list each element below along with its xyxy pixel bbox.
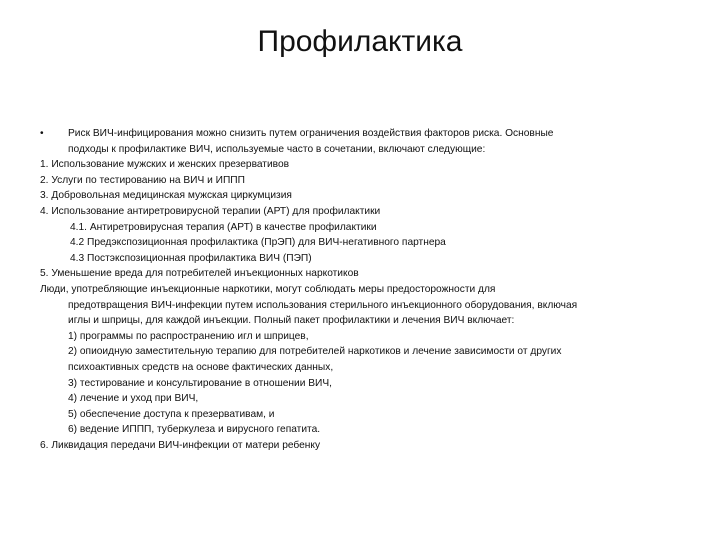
intro-line-2: подходы к профилактике ВИЧ, используемые часто в сочетании, включают следующие: xyxy=(68,143,486,155)
package-item-1: 1) программы по распространению игл и шприцев, xyxy=(68,330,309,342)
package-item-3: 3) тестирование и консультирование в отношении ВИЧ, xyxy=(68,377,332,389)
list-item-4-1: 4.1. Антиретровирусная терапия (АРТ) в качестве профилактики xyxy=(70,221,377,233)
list-item-6: 6. Ликвидация передачи ВИЧ-инфекции от матери ребенку xyxy=(40,439,321,451)
people-paragraph-line-2: предотвращения ВИЧ-инфекции путем использования стерильного инъекционного оборудования, включая xyxy=(68,299,578,311)
package-item-6: 6) ведение ИППП, туберкулеза и вирусного гепатита. xyxy=(68,424,321,436)
list-item-4: 4. Использование антиретровирусной терапии (АРТ) для профилактики xyxy=(40,205,381,217)
package-item-4: 4) лечение и уход при ВИЧ, xyxy=(68,393,199,405)
package-item-2-line-1: 2) опиоидную заместительную терапию для потребителей наркотиков и лечение зависимости от других xyxy=(68,346,562,358)
list-item-4-3: 4.3 Постэкспозиционная профилактика ВИЧ (ПЭП) xyxy=(70,252,312,264)
people-paragraph-line-3: иглы и шприцы, для каждой инъекции. Полный пакет профилактики и лечения ВИЧ включает: xyxy=(68,315,515,327)
intro-bullet xyxy=(40,126,680,157)
people-paragraph-line-1: Люди, употребляющие инъекционные наркотики, могут соблюдать меры предосторожности для xyxy=(40,283,496,295)
intro-line-1: Риск ВИЧ-инфицирования можно снизить путем ограничения воздействия факторов риска. Основные xyxy=(68,128,554,139)
bullet-icon: • xyxy=(40,128,44,139)
slide-body xyxy=(40,126,680,453)
package-item-2-line-2: психоактивных средств на основе фактических данных, xyxy=(68,361,334,373)
list-item-3: 3. Добровольная медицинская мужская циркумцизия xyxy=(40,190,292,202)
list-item-4-2: 4.2 Предэкспозиционная профилактика (ПрЭП) для ВИЧ-негативного партнера xyxy=(70,237,446,249)
package-item-5: 5) обеспечение доступа к презервативам, и xyxy=(68,408,275,420)
slide-title: Профилактика xyxy=(257,25,463,58)
list-item-1: 1. Использование мужских и женских презервативов xyxy=(40,159,290,171)
list-item-5: 5. Уменьшение вреда для потребителей инъекционных наркотиков xyxy=(40,268,359,280)
list-item-2: 2. Услуги по тестированию на ВИЧ и ИППП xyxy=(40,174,245,186)
